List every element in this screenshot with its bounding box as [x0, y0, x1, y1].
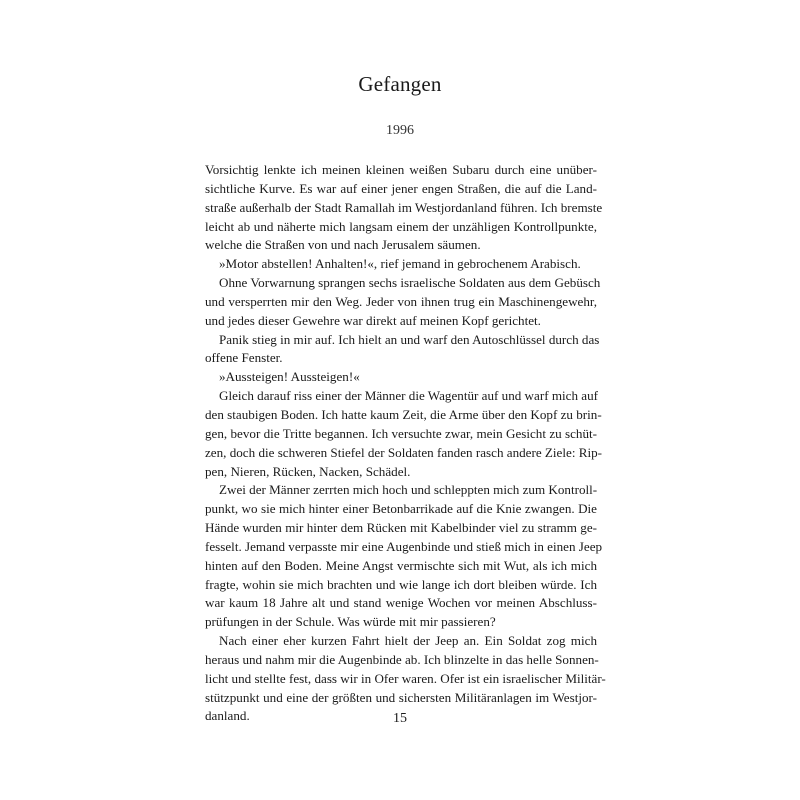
chapter-year: 1996: [386, 123, 414, 138]
text-line: und jedes dieser Gewehre war direkt auf meinen Kopf gerichtet.: [205, 312, 541, 328]
text-line: sichtliche Kurve. Es war auf einer jener engen Straßen, die auf die Land-: [205, 180, 597, 196]
text-line: »Aussteigen! Aussteigen!«: [219, 369, 360, 385]
text-line: straße außerhalb der Stadt Ramallah im Westjordanland führen. Ich bremste: [205, 199, 603, 215]
text-line: welche die Straßen von und nach Jerusalem säumen.: [205, 237, 481, 253]
text-line: prüfungen in der Schule. Was würde mit mir passieren?: [205, 614, 496, 630]
text-line: heraus und nahm mir die Augenbinde ab. Ich blinzelte in das helle Sonnen-: [205, 651, 599, 667]
text-line: und versperrten mir den Weg. Jeder von ihnen trug ein Maschinengewehr,: [205, 293, 597, 309]
text-line: offene Fenster.: [205, 350, 283, 366]
text-line: fragte, wohin sie mich brachten und wie lange ich dort bleiben würde. Ich: [205, 576, 597, 592]
chapter-body: [205, 161, 606, 726]
text-line: Zwei der Männer zerrten mich hoch und schleppten mich zum Kontroll-: [219, 482, 598, 498]
text-line: pen, Nieren, Rücken, Nacken, Schädel.: [205, 463, 411, 479]
text-line: den staubigen Boden. Ich hatte kaum Zeit, die Arme über den Kopf zu brin-: [205, 406, 602, 422]
text-line: leicht ab und näherte mich langsam einem der unzähligen Kontrollpunkte,: [205, 218, 597, 234]
text-line: fesselt. Jemand verpasste mir eine Augenbinde und stieß mich in einen Jeep: [205, 538, 603, 554]
text-line: »Motor abstellen! Anhalten!«, rief jemand in gebrochenem Arabisch.: [219, 256, 581, 272]
text-line: punkt, wo sie mich hinter einer Betonbarrikade auf die Knie zwangen. Die: [205, 501, 597, 517]
text-line: zen, doch die schweren Stiefel der Soldaten fanden rasch andere Ziele: Rip-: [205, 444, 603, 460]
text-line: Vorsichtig lenkte ich meinen kleinen weißen Subaru durch eine unüber-: [205, 162, 597, 177]
text-line: Nach einer eher kurzen Fahrt hielt der Jeep an. Ein Soldat zog mich: [219, 633, 597, 649]
page-number: 15: [393, 711, 407, 726]
text-line: stützpunkt und eine der größten und sichersten Militäranlagen im Westjor-: [205, 689, 597, 705]
text-line: hinten auf den Boden. Meine Angst vermischte sich mit Wut, als ich mich: [205, 557, 597, 573]
text-line: gen, bevor die Tritte begannen. Ich versuchte zwar, mein Gesicht zu schüt-: [205, 425, 597, 441]
text-line: licht und stellte fest, dass wir in Ofer waren. Ofer ist ein israelischer Militär-: [205, 670, 606, 686]
text-line: war kaum 18 Jahre alt und stand wenige Wochen vor meinen Abschluss-: [205, 595, 597, 611]
text-line: danland.: [205, 708, 250, 724]
text-line: Ohne Vorwarnung sprangen sechs israelische Soldaten aus dem Gebüsch: [219, 275, 601, 291]
text-line: Panik stieg in mir auf. Ich hielt an und warf den Autoschlüssel durch das: [219, 331, 600, 347]
text-line: Hände wurden mir hinter dem Rücken mit Kabelbinder viel zu stramm ge-: [205, 520, 597, 536]
text-line: Gleich darauf riss einer der Männer die Wagentür auf und warf mich auf: [219, 388, 598, 404]
chapter-title: Gefangen: [358, 72, 442, 96]
